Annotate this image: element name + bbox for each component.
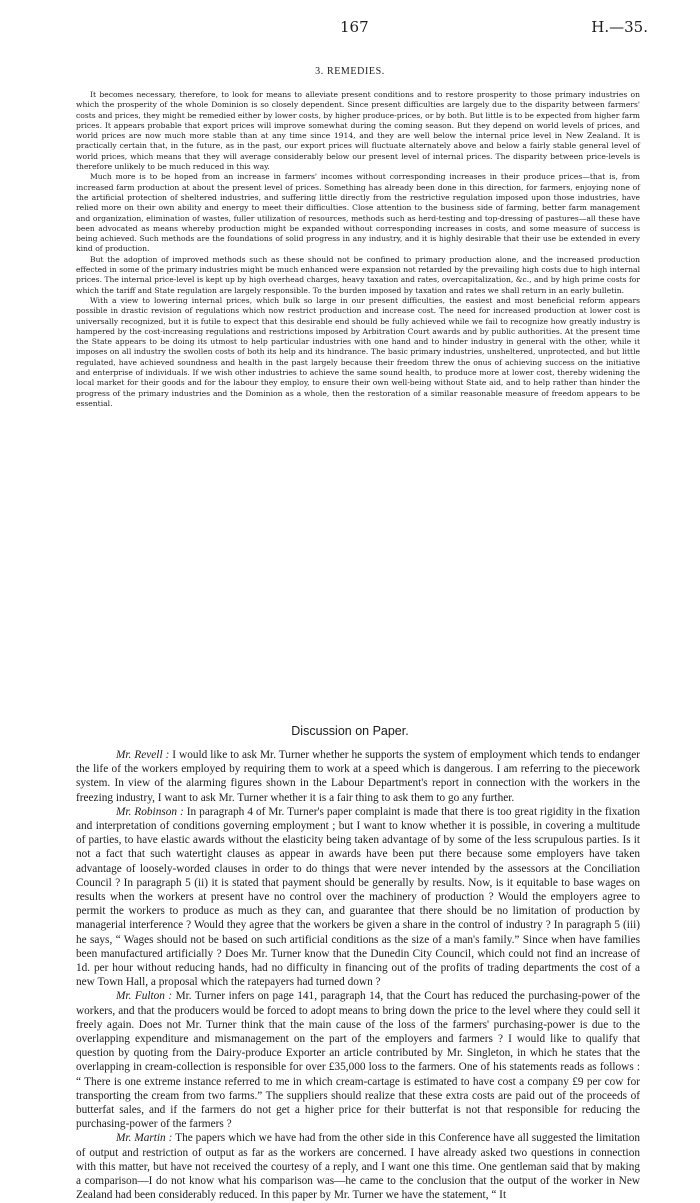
speech-text: The papers which we have had from the other side in this Conference have all suggested the limitation of output and restriction of output as far as the workers are concerned. I have already asked two questions in connection with this matter, but have not received the courtesy of a reply, and I want one this time. One gentleman said that by making a comparison—I do not know what his comparison was—he came to the conclusion that the output of the worker in New Zealand had been considerably reduced. In this paper by Mr. Turner we have the statement, “ It (76, 1132, 640, 1202)
speaker-name: Mr. Revell : (116, 749, 170, 761)
discussion-heading: Discussion on Paper. (291, 724, 409, 738)
discussion-paragraph (76, 805, 640, 990)
discussion-paragraph (76, 1131, 640, 1202)
speech-text: Mr. Turner infers on page 141, paragraph 14, that the Court has reduced the purchasing-power of the workers, and that the producers would be forced to adopt means to bring down the price to the level where they could sell it freely again. Does not Mr. Turner think that the main cause of the loss of the farmers' purchasing-power is due to the overlapping expenditure and mismanagement on the part of the employers and farmers ? I would like to qualify that question by quoting from the Dairy-produce Exporter an article contributed by Mr. Singleton, in which he states that the overlapping in cream-collection is responsible for over £35,000 loss to the farmers. One of his statements reads as follows : “ There is one extreme instance referred to me in which cream-cartage is estimated to have cost a company £9 per cow for transporting the cream from two farms.” The suppliers should realize that these extra costs are paid out of the proceeds of butterfat sales, and if the farmers do not get a higher price for their butterfat is not that responsible for reducing the purchasing-power of the farmers ? (76, 990, 640, 1131)
discussion-paragraph (76, 748, 640, 805)
remedies-paragraph: But the adoption of improved methods such as these should not be confined to primary production alone, and the increased production effected in some of the primary industries might be much enhanced were expansion not retarded by the prevailing high costs due to high internal prices. The internal price-level is kept up by high overhead charges, heavy taxation and rates, overcapitalization, &c., and by high prime costs for which the tariff and State regulation are largely responsible. To the burden imposed by taxation and rates we shall return in an early bulletin. (76, 254, 640, 295)
section-title: 3. REMEDIES. (315, 66, 385, 77)
speech-text: I would like to ask Mr. Turner whether he supports the system of employment which tends to endanger the life of the workers employed by requiring them to work at a speed which is dangerous. I am referring to the piecework system. In view of the alarming figures shown in the Labour Department's report in connection with the workers in the freezing industry, I want to ask Mr. Turner whether it is a fair thing to ask them to go any further. (76, 749, 640, 804)
speaker-name: Mr. Martin : (116, 1132, 173, 1145)
speech-text: In paragraph 4 of Mr. Turner's paper complaint is made that there is too great rigidity in the fixation and interpretation of conditions governing employment ; but I want to know whether it is possible, in covering a multitude of parties, to have elastic awards without the elasticity being taken advantage of by some of the less scrupulous parties. Is it not a fact that such watertight clauses as appear in awards have been put there because some employers have taken advantage of loosely-worded clauses in order to do things that were never intended by the assessors at the Conciliation Council ? In paragraph 5 (ii) it is stated that payment should be generally by results. Now, is it equitable to base wages on results when the workers at present have no control over the machinery of production ? Would the employers agree to permit the workers to produce as much as they can, and guarantee that there should be no limitation of production by managerial interference ? Would they agree that the workers be given a share in the control of industry ? In paragraph 5 (iii) he says, “ Wages should not be based on such artificial conditions as the size of a man's family.” Since when have families been manufactured artificially ? Does Mr. Turner know that the Dunedin City Council, which could not find an increase of 1d. per hour without reducing hands, had no difficulty in financing out of the profits of trading departments the cost of a new Town Hall, a proposal which the ratepayers had turned down ? (76, 805, 640, 989)
page-number: 167 (340, 18, 369, 36)
remedies-paragraph: It becomes necessary, therefore, to look for means to alleviate present conditions and to restore prosperity to those primary industries on which the prosperity of the whole Dominion is so closely dependent. Since present difficulties are largely due to the disparity between farmers' costs and prices, they might be remedied either by lower costs, by higher produce-prices, or by both. But little is to be expected from higher farm prices. It appears probable that export prices will improve somewhat during the coming season. But they depend on world levels of prices, and world prices are now much more stable than at any time since 1914, and they are well below the internal price level in New Zealand. It is practically certain that, in the future, as in the past, our export prices will fluctuate alternately above and below a fairly stable general level of world prices, which means that they will average considerably below our present level of internal prices. The disparity between price-levels is therefore unlikely to be much reduced in this way. (76, 90, 640, 172)
speaker-name: Mr. Robinson : (116, 805, 184, 818)
document-reference: H.—35. (591, 18, 648, 36)
discussion-body (76, 748, 640, 1203)
remedies-paragraph: Much more is to be hoped from an increase in farmers' incomes without corresponding increases in their produce prices—that is, from increased farm production at about the present level of prices. Something has already been done in this direction, for farmers, enjoying none of the artificial protection of sheltered industries, and suffering little directly from the restrictive regulation imposed upon those industries, have relied more on their own ability and energy to meet their difficulties. Close attention to the business side of farming, better farm management and organization, elimination of wastes, fuller utilization of resources, methods such as herd-testing and top-dressing of pastures—all these have been advocated as means whereby production might be expanded without corresponding increases in costs, and some measure of success is being achieved. Such methods are the foundations of solid progress in any industry, and it is highly desirable that their use be extended in every kind of production. (76, 172, 640, 254)
discussion-paragraph (76, 989, 640, 1131)
remedies-paragraph: With a view to lowering internal prices, which bulk so large in our present difficulties, the easiest and most beneficial reform appears possible in drastic revision of regulations which now restrict production and increase cost. The need for increased production at lower cost is universally recognized, but it is futile to expect that this desirable end should be fully achieved while we fail to recognize how greatly industry is hampered by the cost-increasing regulations and restrictions imposed by Arbitration Court awards and by public authorities. At the present time the State appears to be doing its utmost to help particular industries with one hand and to hinder industry in general with the other, while it imposes on all industry the swollen costs of both its help and its hindrance. The basic primary industries, unsheltered, unprotected, and but little regulated, have achieved soundness and health in the past largely because their freedom threw the onus of achieving success on the initiative and enterprise of individuals. If we wish other industries to achieve the same sound health, to produce more at lower cost, thereby widening the local market for their goods and for the labour they employ, to ensure their own well-being without State aid, and to help rather than hinder the progress of the primary industries and the Dominion as a whole, then the restoration of a similar reasonable measure of freedom appears to be essential. (76, 295, 640, 408)
remedies-body (76, 90, 640, 409)
speaker-name: Mr. Fulton : (116, 990, 173, 1003)
